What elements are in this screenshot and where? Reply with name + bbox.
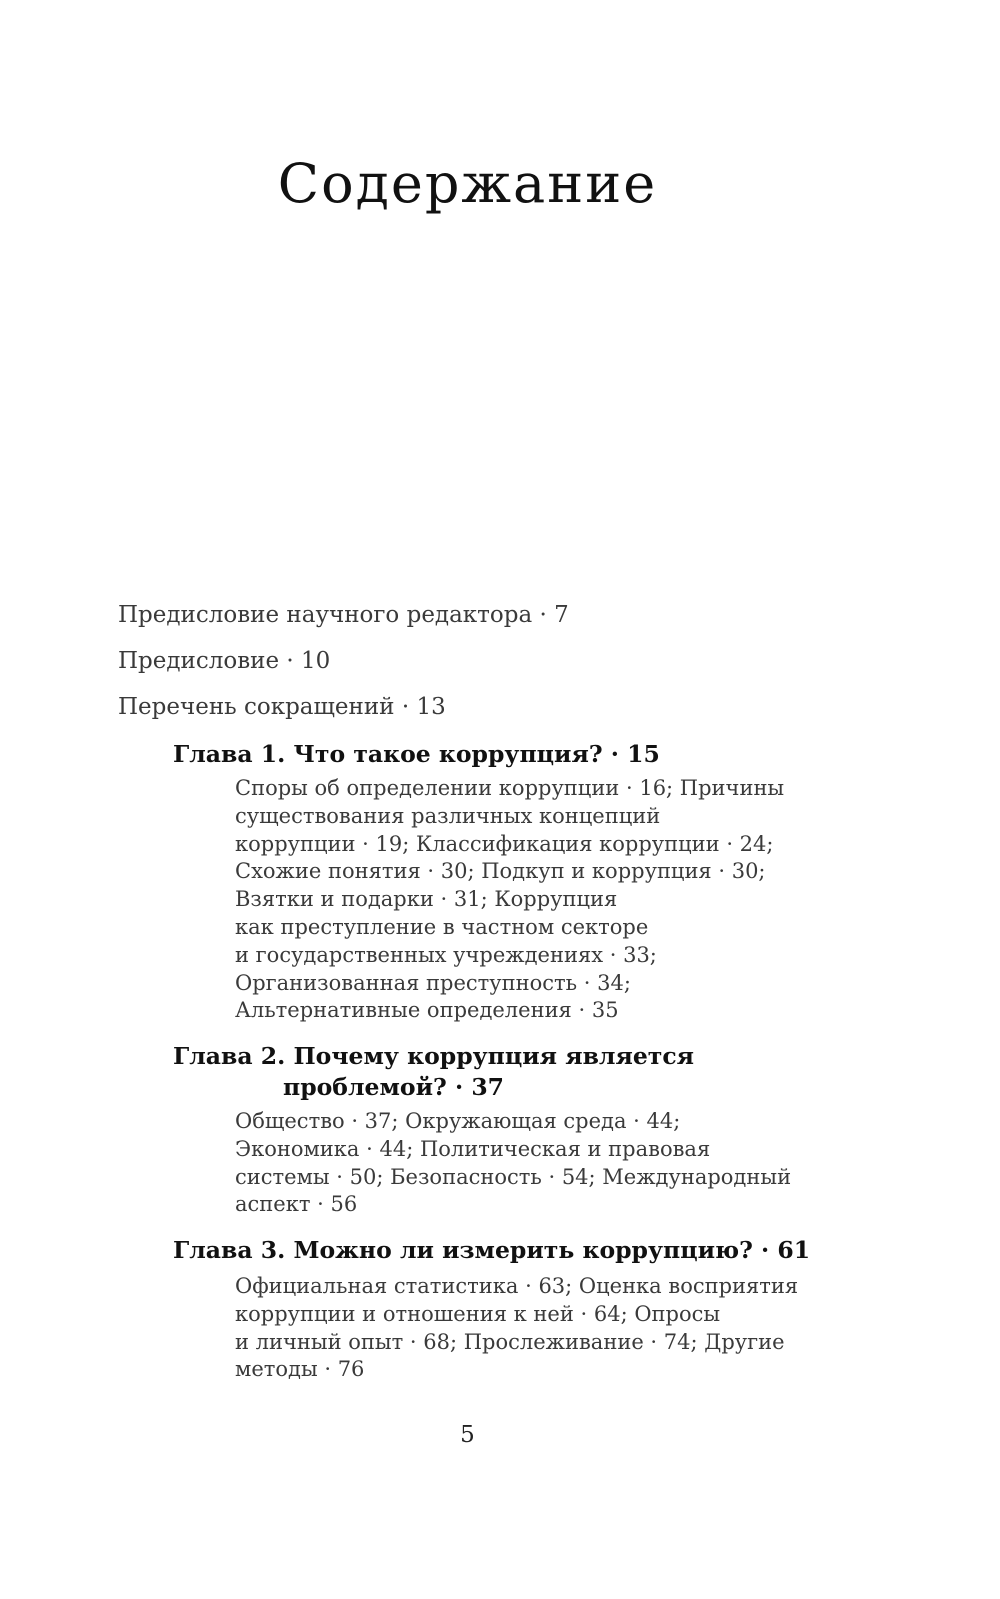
- section-line: существования различных концепций: [235, 803, 661, 828]
- section-line: системы · 50; Безопасность · 54; Международный: [235, 1164, 792, 1189]
- section-line: Организованная преступность · 34;: [235, 970, 631, 995]
- section-line: Схожие понятия · 30; Подкуп и коррупция · 30;: [235, 859, 766, 884]
- chapter-2-sections: [235, 1108, 791, 1219]
- chapter-3-sections: [235, 1273, 798, 1384]
- toc-entry-editor-preface: Предисловие научного редактора · 7: [118, 602, 569, 628]
- section-line: как преступление в частном секторе: [235, 914, 649, 939]
- section-line: Альтернативные определения · 35: [235, 998, 619, 1023]
- page-title: Содержание: [277, 152, 658, 215]
- section-line: и личный опыт · 68; Прослеживание · 74; Другие: [235, 1329, 785, 1354]
- section-line: аспект · 56: [235, 1192, 358, 1217]
- chapter-2-heading-line: Глава 2. Почему коррупция является: [173, 1042, 695, 1070]
- toc-entry-abbreviations: Перечень сокращений · 13: [118, 694, 446, 720]
- page-number: 5: [460, 1422, 475, 1448]
- section-line: и государственных учреждениях · 33;: [235, 942, 657, 967]
- section-line: Официальная статистика · 63; Оценка восприятия: [235, 1274, 799, 1298]
- chapter-3-heading-line: Глава 3. Можно ли измерить коррупцию? · 61: [173, 1236, 811, 1264]
- section-line: коррупции и отношения к ней · 64; Опросы: [235, 1301, 721, 1326]
- section-line: Взятки и подарки · 31; Коррупция: [235, 887, 618, 912]
- toc-entry-preface: Предисловие · 10: [118, 648, 331, 674]
- section-line: коррупции · 19; Классификация коррупции · 24;: [235, 831, 774, 856]
- section-line: Общество · 37; Окружающая среда · 44;: [235, 1109, 681, 1133]
- section-line: Экономика · 44; Политическая и правовая: [235, 1136, 711, 1161]
- chapter-1-sections: [235, 775, 784, 1025]
- chapter-1-heading-line: Глава 1. Что такое коррупция? · 15: [173, 740, 660, 768]
- section-line: методы · 76: [235, 1357, 365, 1382]
- chapter-2-heading-line: проблемой? · 37: [283, 1073, 505, 1101]
- section-line: Споры об определении коррупции · 16; Причины: [235, 776, 785, 800]
